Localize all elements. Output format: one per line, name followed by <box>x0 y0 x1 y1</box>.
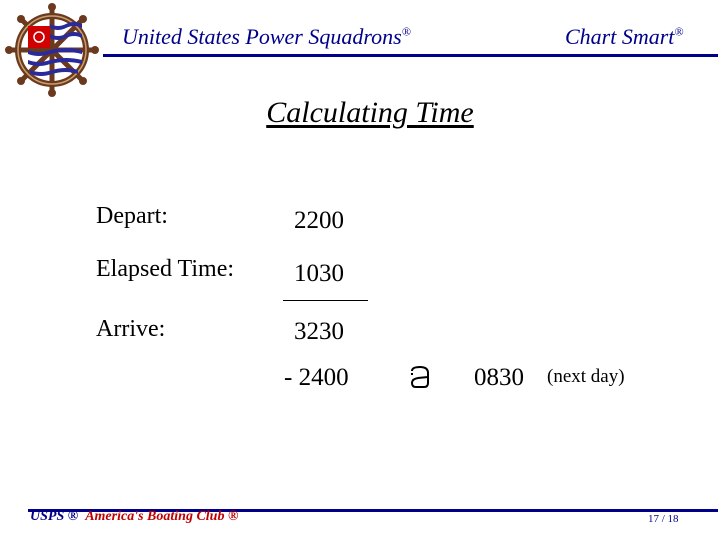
header-product-title <box>565 24 684 50</box>
header-org-title-text: United States Power Squadrons <box>122 24 402 49</box>
header-rule <box>103 54 718 57</box>
arrow-icon <box>410 365 430 389</box>
depart-value: 2200 <box>294 207 344 234</box>
header-product-title-text: Chart Smart <box>565 24 675 49</box>
depart-label: Depart: <box>96 203 168 229</box>
registered-mark: ® <box>401 24 411 39</box>
usps-logo <box>4 2 100 98</box>
right-arrow-glyph-icon <box>410 365 430 389</box>
sum-line <box>283 300 368 301</box>
result-note: (next day) <box>547 366 625 387</box>
subtract-value: - 2400 <box>284 364 349 391</box>
slide-title: Calculating Time <box>266 96 474 129</box>
footer-org: USPS ® <box>30 509 79 524</box>
elapsed-label: Elapsed Time: <box>96 256 235 282</box>
footer-text <box>30 509 238 525</box>
footer-slogan: America's Boating Club ® <box>85 509 239 524</box>
page-number: 17 / 18 <box>648 513 679 525</box>
arrive-value: 3230 <box>294 318 344 345</box>
header-org-title <box>122 24 411 50</box>
result-value: 0830 <box>474 364 524 391</box>
ship-wheel-flag-logo-icon <box>4 2 100 98</box>
arrive-label: Arrive: <box>96 316 166 342</box>
registered-mark: ® <box>674 24 684 39</box>
elapsed-value: 1030 <box>294 260 344 287</box>
